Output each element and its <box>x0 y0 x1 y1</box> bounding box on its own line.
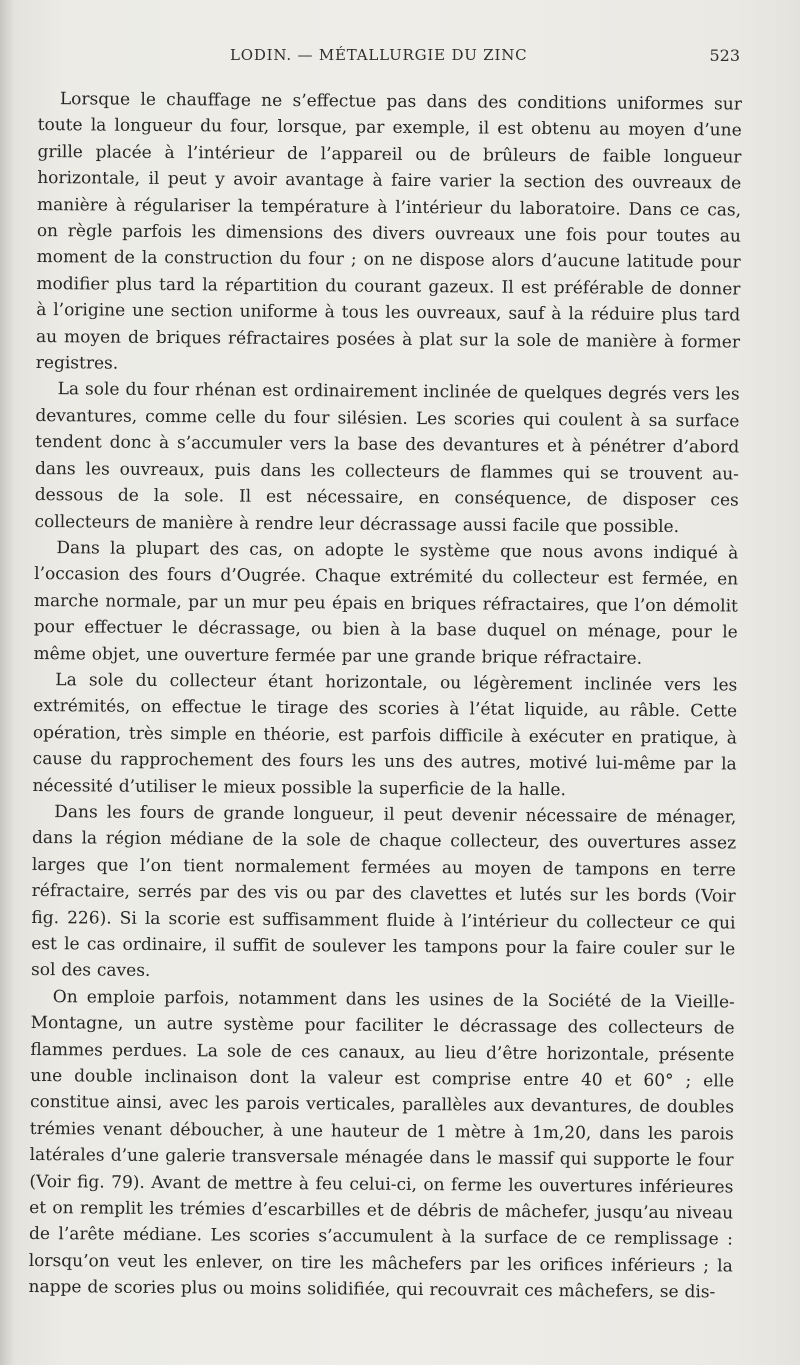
paragraph-slag-tapping: La sole du collecteur étant horizontale, ou légèrement inclinée vers les extrémités, on effectue le tirage des scories à l’état liquide, au râble. Cette opération, très simple en théorie, est parfois difficile à exécuter en pratique, à cause du rapprochement des fours les uns des autres, motivé lui-même par la nécessité d’utiliser le mieux possible la superficie de la halle. <box>32 670 738 800</box>
page-gutter-shadow <box>0 0 14 1365</box>
paragraph-rhenish-hearth: La sole du four rhénan est ordinairement inclinée de quelques degrés vers les devantures, comme celle du four silésien. Les scories qui coulent à sa surface tendent donc à s’accumuler vers la base des devantures et à pénétrer d’abord dans les ouvreaux, puis dans les collecteurs de flammes qui se trouvent au-dessous de la sole. Il est nécessaire, en conséquence, de disposer ces collecteurs de manière à rendre leur décrassage aussi facile que possible. <box>34 379 740 537</box>
paragraph-long-furnaces: Dans les fours de grande longueur, il peut devenir nécessaire de ménager, dans la région médiane de la sole de chaque collecteur, des ouvertures assez larges que l’on tient normalement fermées au moyen de tampons en terre réfractaire, serrés par des vis ou par des clavettes et lutés sur les bords (Voir fig. 226). Si la scorie est suffisamment fluide à l’intérieur du collecteur ce qui est le cas ordinaire, il suffit de soulever les tampons pour la faire couler sur le sol des caves. <box>30 802 737 982</box>
paragraph-ougree-system: Dans la plupart des cas, on adopte le système que nous avons indiqué à l’occasion des fours d’Ougrée. Chaque extrémité du collecteur est fermée, en marche normale, par un mur peu épais en briques réfractaires, que l’on démolit pour effectuer le décrassage, ou bien à la base duquel on ménage, pour le même objet, une ouverture fermée par une grande brique réfractaire. <box>33 538 739 669</box>
body-text <box>28 86 742 1306</box>
running-head: LODIN. — MÉTALLURGIE DU ZINC <box>230 46 528 64</box>
paragraph-vieille-montagne: On emploie parfois, notamment dans les usines de la Société de la Vieille-Montagne, un autre système pour faciliter le décrassage des collecteurs de flammes perdues. La sole de ces canaux, au lieu d’être horizontale, présente une double inclinaison dont la valeur est comprise entre 40 et 60° ; elle constitue ainsi, avec les parois verticales, parallèles aux devantures, de doubles trémies venant déboucher, à une hauteur de 1 mètre à 1m,20, dans les parois latérales d’une galerie transversale ménagée dans le massif qui supporte le four (Voir fig. 79). Avant de mettre à feu celui-ci, on ferme les ouvertures inférieures et on remplit les trémies d’escarbilles et de débris de mâchefer, jusqu’au niveau de l’arête médiane. Les scories s’accumulent à la surface de ce remplissage : lorsqu’on veut les enlever, on tire les mâchefers par les orifices inférieurs ; la nappe de scories plus ou moins solidifiée, qui recouvrait ces mâchefers, se dis- <box>28 986 735 1303</box>
paragraph-heating-uniformity: Lorsque le chauffage ne s’effectue pas dans des conditions uniformes sur toute la longueur du four, lorsque, par exemple, il est obtenu au moyen d’une grille placée à l’intérieur de l’appareil ou de brûleurs de faible longueur horizontale, il peut y avoir avantage à faire varier la section des ouvreaux de manière à régulariser la température à l’intérieur du laboratoire. Dans ce cas, on règle parfois les dimensions des divers ouvreaux une fois pour toutes au moment de la construction du four ; on ne dispose alors d’aucune latitude pour modifier plus tard la répartition du courant gazeux. Il est préférable de donner à l’origine une section uniforme à tous les ouvreaux, sauf à la réduire plus tard au moyen de briques réfractaires posées à plat sur la sole de manière à former registres. <box>35 89 742 374</box>
page-number: 523 <box>709 46 740 65</box>
page-header <box>60 46 740 70</box>
